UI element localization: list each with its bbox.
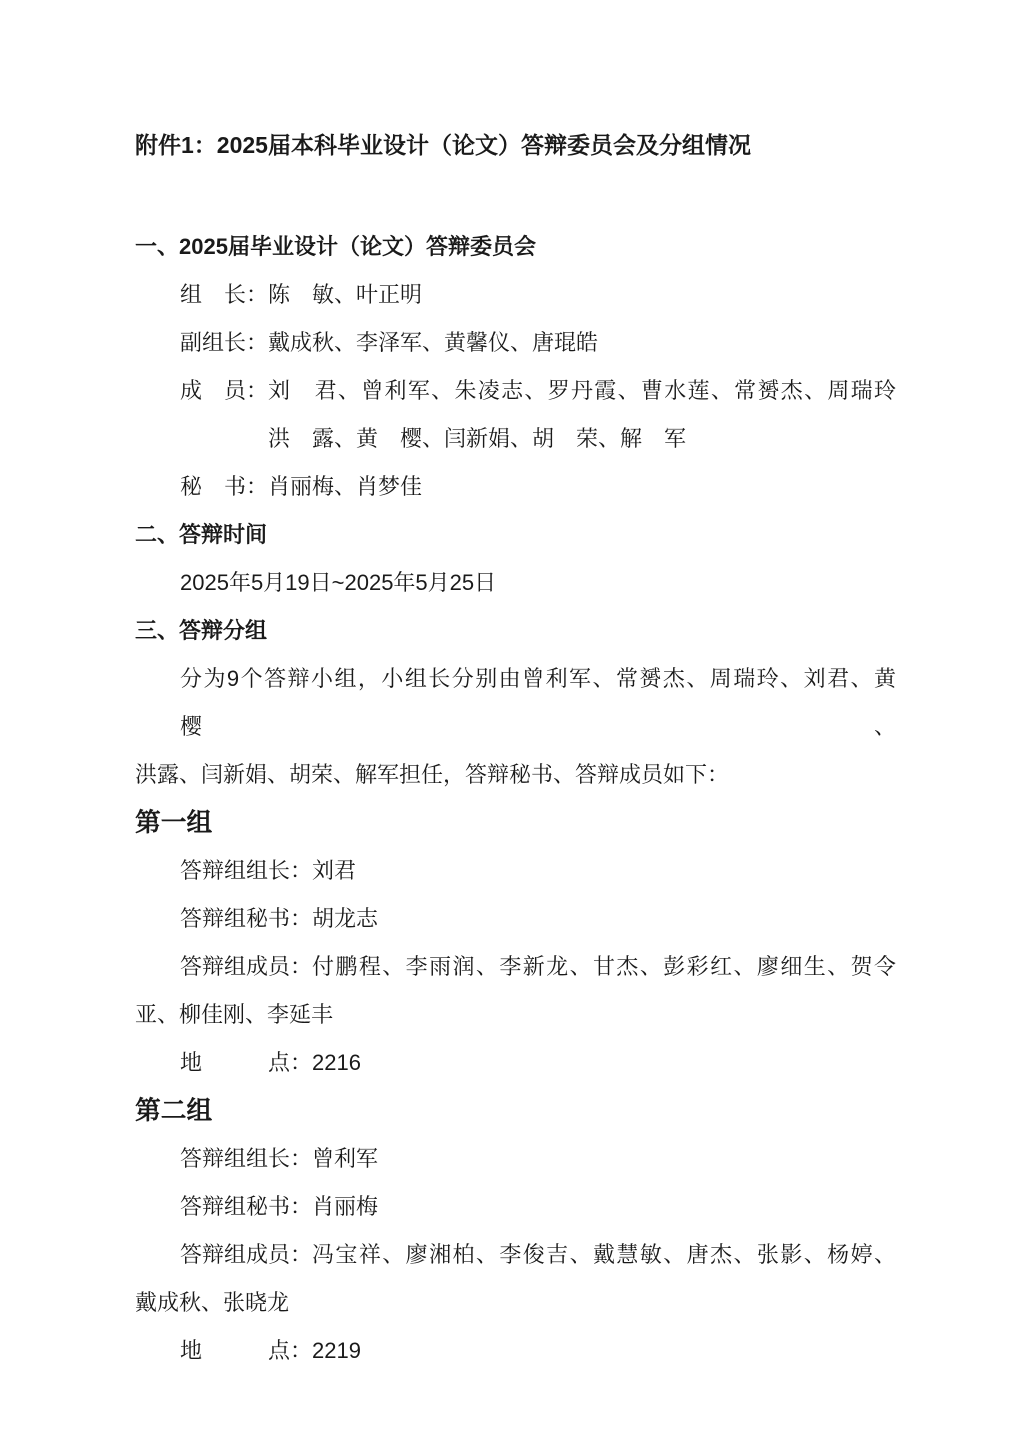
group2-secretary-row: [135, 1183, 896, 1231]
group2-secretary-name: 肖丽梅: [312, 1194, 379, 1219]
defense-time-value: 2025年5月19日~2025年5月25日: [180, 570, 497, 595]
group2-members-row: [135, 1231, 896, 1279]
committee-leader-names: 陈 敏、叶正明: [268, 282, 423, 307]
group1-leader-label: 答辩组组长：: [180, 858, 313, 883]
group2-leader-row: [135, 1135, 896, 1183]
group1-secretary-label: 答辩组秘书：: [180, 906, 313, 931]
group1-leader-row: [135, 847, 896, 895]
committee-deputy-names: 戴成秋、李泽军、黄馨仪、唐琨皓: [268, 330, 599, 355]
committee-members-names-line1: 刘 君、曾利军、朱凌志、罗丹霞、曹水莲、常赟杰、周瑞玲: [268, 378, 896, 403]
committee-members-names-line2: 洪 露、黄 樱、闫新娟、胡 荣、解 军: [268, 426, 687, 451]
group1-secretary-name: 胡龙志: [312, 906, 379, 931]
defense-time-heading: 二、答辩时间: [135, 522, 268, 547]
group1-location-row: [135, 1039, 896, 1087]
group2-secretary-label: 答辩组秘书：: [180, 1194, 313, 1219]
group1-secretary-row: [135, 895, 896, 943]
group2-members-names-line2: 戴成秋、张晓龙: [135, 1290, 290, 1315]
group2-location-label: 地 点：: [180, 1338, 313, 1363]
committee-deputy-row: [135, 319, 896, 367]
grouping-heading: 三、答辩分组: [135, 618, 268, 643]
group2-location-row: [135, 1327, 896, 1375]
group1-members-names-line1: 付鹏程、李雨润、李新龙、甘杰、彭彩红、廖细生、贺令: [312, 954, 896, 979]
committee-members-row: [135, 367, 896, 415]
group2-leader-name: 曾利军: [312, 1146, 379, 1171]
group2-location-value: 2219: [312, 1338, 361, 1363]
committee-secretary-label: 秘 书：: [180, 474, 269, 499]
group1-members-label: 答辩组成员：: [180, 954, 313, 979]
committee-members-label: 成 员：: [180, 378, 269, 403]
group1-leader-name: 刘君: [312, 858, 357, 883]
group2-leader-label: 答辩组组长：: [180, 1146, 313, 1171]
group1-members-names-line2: 亚、柳佳刚、李延丰: [135, 1002, 334, 1027]
grouping-intro-line2: 洪露、闫新娟、胡荣、解军担任，答辩秘书、答辩成员如下：: [135, 762, 730, 787]
group1-location-label: 地 点：: [180, 1050, 313, 1075]
committee-leader-label: 组 长：: [180, 282, 269, 307]
committee-leader-row: [135, 271, 896, 319]
committee-secretary-names: 肖丽梅、肖梦佳: [268, 474, 423, 499]
committee-heading: 一、2025届毕业设计（论文）答辩委员会: [135, 234, 536, 259]
committee-deputy-label: 副组长：: [180, 330, 269, 355]
group1-name: 第一组: [135, 809, 213, 837]
grouping-intro-line1: 分为9个答辩小组，小组长分别由曾利军、常赟杰、周瑞玲、刘君、黄樱、: [180, 666, 896, 739]
group2-name: 第二组: [135, 1097, 213, 1125]
committee-secretary-row: [135, 463, 896, 511]
group2-members-label: 答辩组成员：: [180, 1242, 313, 1267]
group2-members-names-line1: 冯宝祥、廖湘柏、李俊吉、戴慧敏、唐杰、张影、杨婷、: [312, 1242, 896, 1267]
document-title: 附件1：2025届本科毕业设计（论文）答辩委员会及分组情况: [135, 132, 751, 158]
group1-members-row: [135, 943, 896, 991]
group1-location-value: 2216: [312, 1050, 361, 1075]
